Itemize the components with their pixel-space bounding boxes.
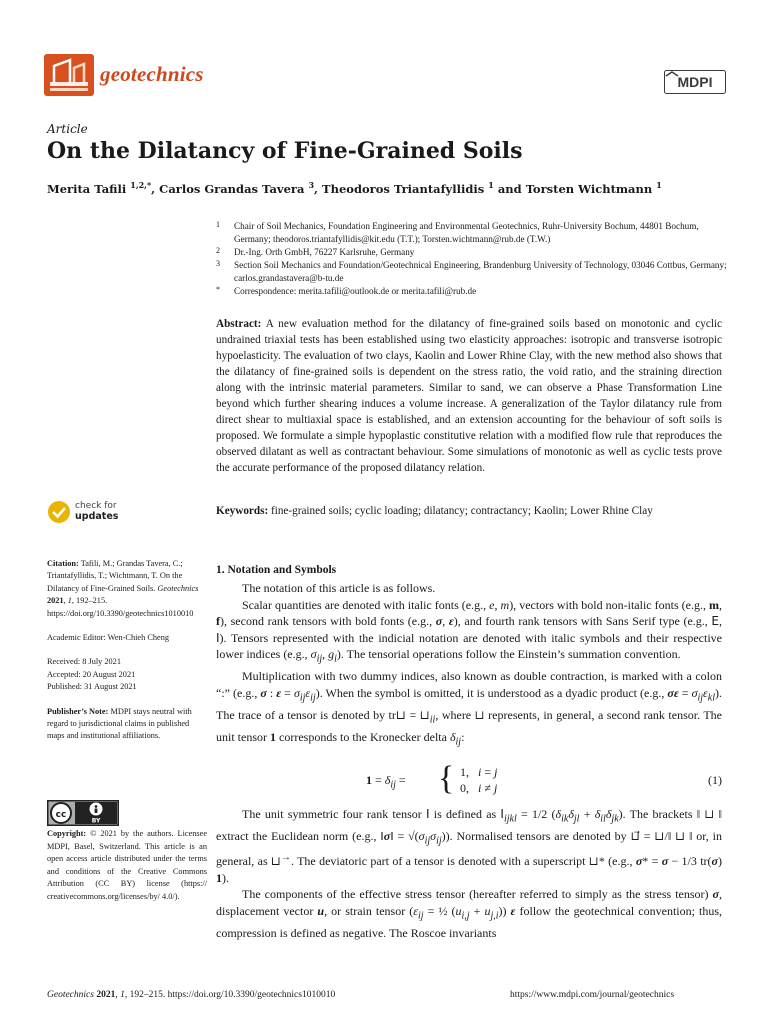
copyright-text: © 2021 by the authors. Licensee MDPI, Basel, Switzerland. This article is an open access article distributed under the terms and conditions of the Creative Commons Attribution (CC BY) license (https:// creativecommons.org/licenses/by/ 4.0/).: [47, 829, 207, 901]
footer-citation: Geotechnics 2021, 1, 192–215. https://doi.org/10.3390/geotechnics1010010: [47, 990, 336, 1000]
keywords-text: fine-grained soils; cyclic loading; dilatancy; contractancy; Kaolin; Lower Rhine Clay: [271, 505, 653, 517]
article-title: On the Dilatancy of Fine-Grained Soils: [47, 138, 523, 164]
cc-label: cc: [55, 810, 67, 820]
mdpi-logo: [664, 70, 726, 94]
author-separator: ,: [151, 181, 160, 196]
journal-logo-icon: [44, 54, 94, 96]
sidebar-info: [47, 558, 205, 755]
by-label: BY: [91, 817, 101, 825]
paragraph: Multiplication with two dummy indices, also known as double contraction, is marked with a colon “:” (e.g., σ : $\varepsilon = \sigma_{ij}\varepsilon_{ij}$). When the symbol is omitted, it is understood as a dyadic product (e.g., $\sigma\varepsilon = \sigma_{ij}\varepsilon_{kl}$). The trace of a tensor is denoted by tr⊔ = $⊔_{ii}$, where ⊔ represents, in general, a second rank tensor. The unit tensor 1 corresponds to the Kronecker delta $\delta_{ij}$:: [216, 669, 723, 748]
copyright-label: Copyright:: [47, 829, 87, 838]
section-title: 1. Notation and Symbols: [216, 564, 337, 576]
author-separator: ,: [314, 181, 323, 196]
keywords: [216, 503, 722, 519]
citation-text: Tafili, M.; Grandas Tavera, C.; Triantafyllidis, T.; Wichtmann, T. On the Dilatancy of Fine-Grained Soils.: [47, 559, 183, 593]
keywords-label: Keywords:: [216, 505, 269, 517]
author-affiliation-marker: 3: [308, 180, 315, 190]
publisher-note: [47, 706, 205, 743]
citation-year: 2021: [47, 596, 64, 606]
affiliation-marker: 1: [216, 220, 220, 229]
affiliations: [216, 220, 728, 298]
abstract-label: Abstract:: [216, 318, 262, 330]
citation-pages: , 192–215. https://doi.org/10.3390/geotechnics1010010: [47, 596, 194, 618]
abstract-text: A new evaluation method for the dilatancy of fine-grained soils based on monotonic and cyclic undrained triaxial tests has been established using two elasticity approaches: isotropic and transverse isotropic hypoelasticity. The evaluation of two clays, Kaolin and Lower Rhine Clay, with the new method also shows that the dilatancy of fine-grained soils is dependent on the stress ratio, the void ratio, and the straining direction along with the intrinsic material parameters. Similar to sand, we can observe a Phase Transformation Line beyond which further shearing induces a volume increase. A generalization of the Taylor dilatancy rule from direct shear to multiaxial space is established, and an extension accounting for the behaviour of soft soils is proposed. We formulate a simple hypoplastic constitutive relation with a modified flow rule that reproduces the observed dilatant as well as contractant behaviour. Some simulations of monotonic as well as cyclic tests prove the accurate performance of the proposed dilatancy relation.: [216, 318, 723, 474]
affiliation-text: Dr.-Ing. Orth GmbH, 76227 Karlsruhe, Germany: [234, 247, 415, 257]
author-affiliation-marker: 1,2,*: [130, 180, 152, 190]
paragraph: The unit symmetric four rank tensor I is defined as $I_{ijkl} = 1/2$ $(\delta_{ik}\delta_{jl} + \delta_{il}\delta_{jk})$. The brackets ‖ ⊔ ‖ extract the Euclidean norm (e.g., ‖σ‖ = $√(\sigma_{ij}\sigma_{ij})$). Normalised tensors are denoted by ⊔⃗ = ⊔/‖ ⊔ ‖ or, in general, as ⊔→. The deviatoric part of a tensor is denoted with a superscript ⊔* (e.g., σ* = σ − 1/3 tr(σ) 1).: [216, 807, 722, 885]
publisher-note-text: MDPI stays neutral with regard to jurisdictional claims in published maps and institutional affiliations.: [47, 706, 192, 741]
author-affiliation-marker: 1: [488, 180, 494, 190]
mdpi-logo-icon: [664, 70, 726, 94]
paragraph: The notation of this article is as follows.: [242, 581, 436, 595]
mdpi-logo-text: MDPI: [677, 74, 713, 90]
cc-by-license-badge[interactable]: [47, 800, 119, 826]
dates-block: [47, 656, 205, 693]
equation-brace: {: [438, 760, 455, 797]
author-separator: and: [493, 181, 526, 196]
paragraph: Scalar quantities are denoted with italic fonts (e.g., e, m), vectors with bold non-italic fonts (e.g., m, f), second rank tensors with bold fonts (e.g., σ, ε), and fourth rank tensors with Sans Serif type (e.g., E, I). Tensors represented with the indicial notation are denoted with italic symbols and their respective lower indices (e.g., $\sigma_{ij}$, $g_i$). The tensorial operations follow the Einstein’s summation convention.: [216, 597, 723, 665]
affiliation-item: [216, 285, 728, 298]
article-type: Article: [47, 122, 88, 136]
affiliation-marker: 3: [216, 259, 220, 268]
footer-volume: 1: [120, 990, 125, 1000]
affiliation-item: [216, 220, 728, 246]
publisher-note-label: Publisher’s Note:: [47, 706, 109, 716]
accepted-date: Accepted: 20 August 2021: [47, 669, 136, 679]
author-name: Torsten Wichtmann: [525, 181, 653, 196]
check-updates-top: check for: [75, 501, 117, 511]
citation-label: Citation:: [47, 559, 79, 568]
journal-name: geotechnics: [100, 62, 204, 86]
section-body-continued: [216, 806, 722, 941]
affiliation-text: Section Soil Mechanics and Foundation/Geotechnical Engineering, Brandenburg University of Technology, 03046 Cottbus, Germany; carlos.grandastavera@b-tu.de: [234, 260, 727, 283]
academic-editor: Academic Editor: Wen-Chieh Cheng: [47, 633, 169, 643]
author-name: Merita Tafili: [47, 181, 127, 196]
copyright-notice: [47, 828, 207, 903]
citation-block: Citation: Tafili, M.; Grandas Tavera, C.; Triantafyllidis, T.; Wichtmann, T. On the Dilatancy of Fine-Grained Soils. Geotechnics 2021, 1, 192–215. https://doi.org/10.3390/geotechnics1010010: [47, 559, 199, 618]
affiliation-text: Correspondence: merita.tafili@outlook.de or merita.tafili@rub.de: [234, 286, 477, 296]
footer-pages-doi[interactable]: , 192–215. https://doi.org/10.3390/geotechnics1010010: [124, 990, 336, 1000]
equation-lhs: $1 = \delta_{ij}$ =: [366, 773, 406, 791]
author-name: Carlos Grandas Tavera: [159, 181, 305, 196]
equation-number: (1): [708, 773, 722, 787]
equation-1: [216, 760, 722, 800]
cc-by-icon: [47, 800, 119, 826]
section-body: [216, 580, 722, 751]
published-date: Published: 31 August 2021: [47, 682, 137, 692]
footer-journal-link[interactable]: https://www.mdpi.com/journal/geotechnics: [510, 990, 675, 1000]
affiliation-text: Chair of Soil Mechanics, Foundation Engineering and Environmental Geotechnics, Ruhr-University Bochum, 44801 Bochum, Germany; theodoros.triantafyllidis@kit.edu (T.T.); Torsten.wichtmann@rub.de (T.W.): [234, 221, 699, 244]
footer-journal: Geotechnics: [47, 990, 94, 1000]
received-date: Received: 8 July 2021: [47, 657, 121, 667]
affiliation-item: [216, 259, 728, 285]
check-for-updates-badge[interactable]: [47, 500, 167, 524]
footer-year: 2021: [96, 990, 116, 1000]
check-updates-bottom: updates: [75, 511, 119, 522]
citation-volume: 1: [67, 596, 72, 606]
abstract: [216, 316, 722, 476]
check-updates-icon: [47, 500, 71, 524]
author-affiliation-marker: 1: [656, 180, 662, 190]
citation-journal: Geotechnics: [157, 583, 199, 593]
paragraph: The components of the effective stress tensor (hereafter referred to simply as the stress tensor) σ, displacement vector u, or strain tensor ($\varepsilon_{ij}$ = ½ $(u_{i,j} + u_{j,i})$) ε follow the geotechnical convention; thus, compression is defined as negative. The Roscoe invariants: [216, 887, 723, 940]
equation-cases: 1, i = j 0, i ≠ j: [460, 765, 498, 795]
affiliation-item: [216, 246, 728, 259]
author-name: Theodoros Triantafyllidis: [322, 181, 485, 196]
affiliation-marker: 2: [216, 246, 220, 255]
affiliation-marker: *: [216, 285, 220, 294]
author-list: [47, 180, 662, 196]
